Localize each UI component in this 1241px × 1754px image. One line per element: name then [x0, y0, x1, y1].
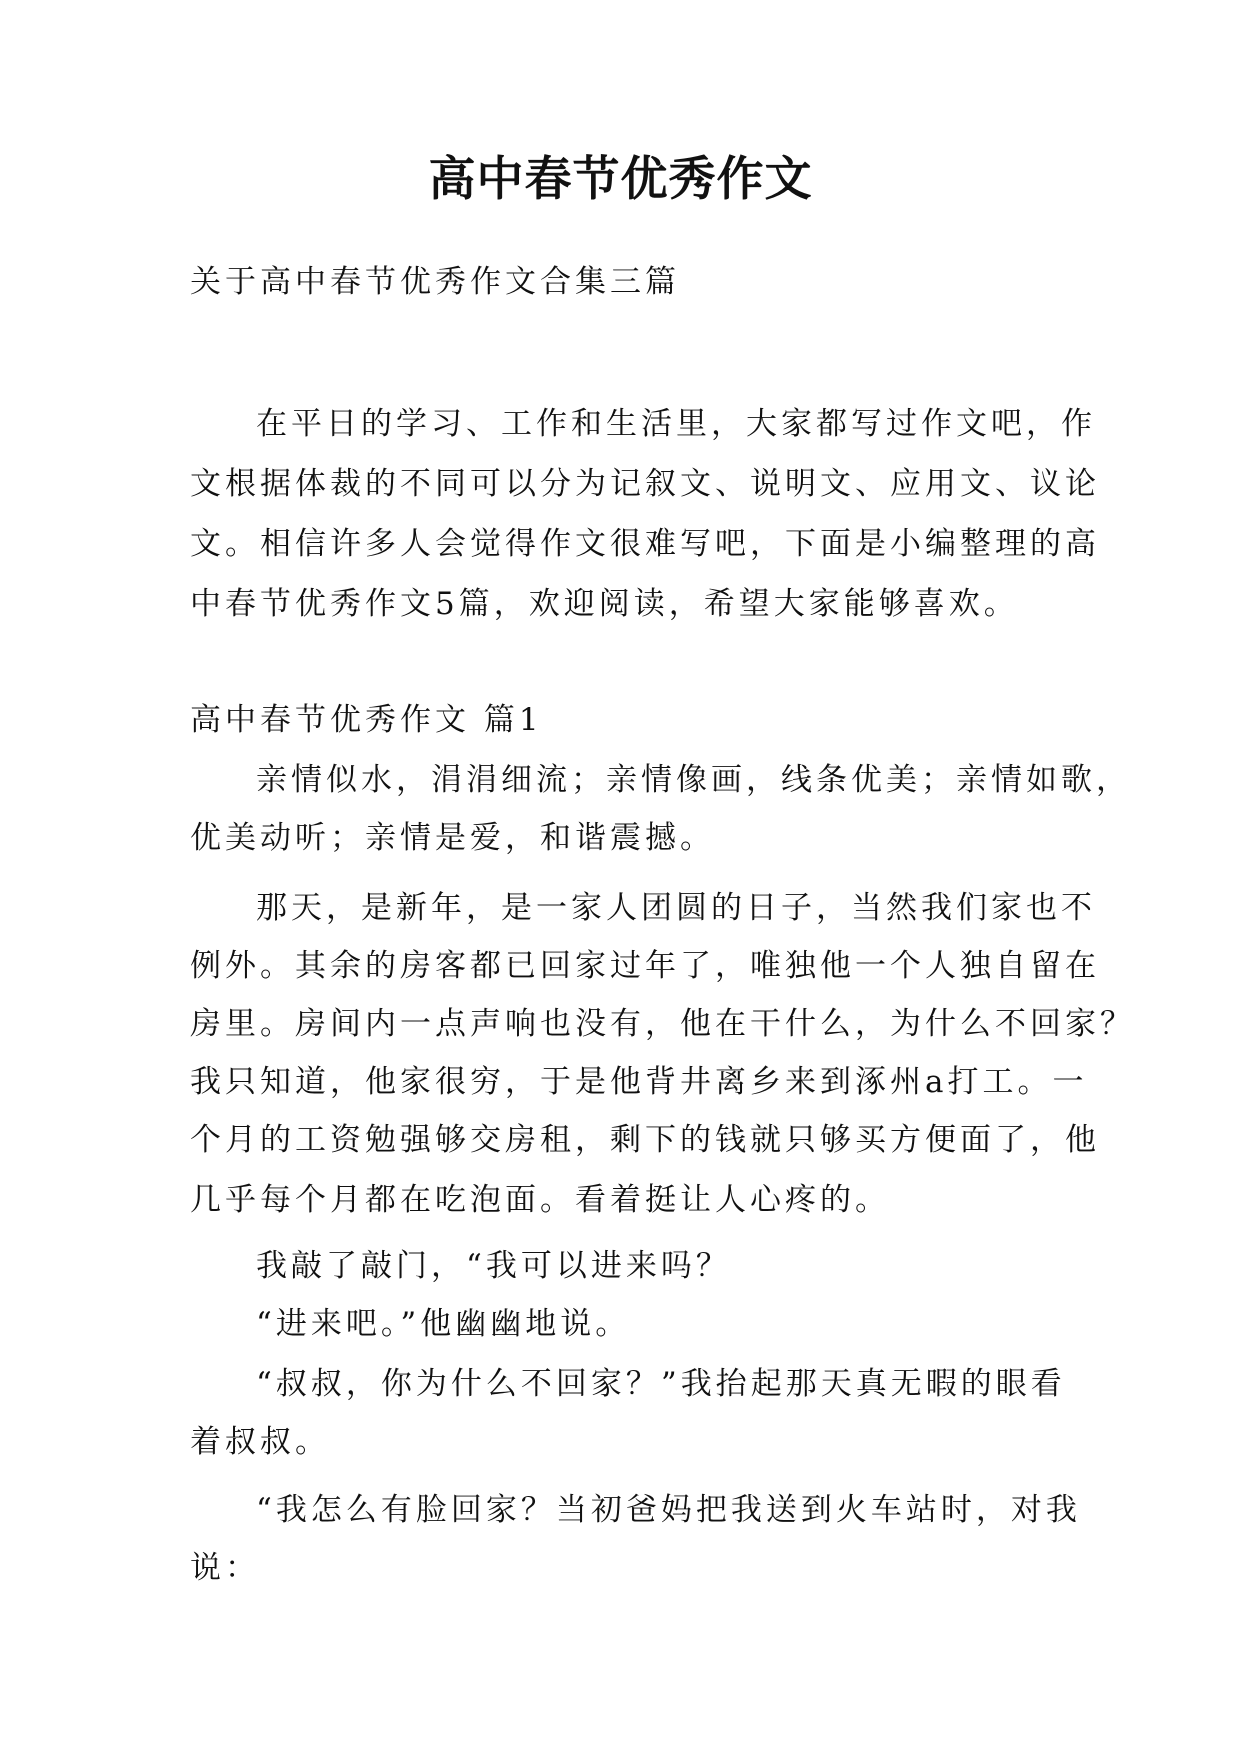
- intro-line: 文根据体裁的不同可以分为记叙文、说明文、应用文、议论: [190, 466, 1100, 502]
- body-line: 房里。房间内一点声响也没有，他在干什么，为什么不回家？: [190, 1006, 1135, 1042]
- body-line: 优美动听；亲情是爱，和谐震撼。: [190, 820, 715, 856]
- body-line: “叔叔，你为什么不回家？”我抬起那天真无暇的眼看: [256, 1366, 1066, 1402]
- body-line: 着叔叔。: [190, 1424, 330, 1460]
- body-line: “进来吧。”他幽幽地说。: [256, 1306, 631, 1342]
- document-title: 高中春节优秀作文: [428, 152, 813, 207]
- body-line: 几乎每个月都在吃泡面。看着挺让人心疼的。: [190, 1182, 890, 1218]
- body-line: 说：: [190, 1550, 260, 1586]
- intro-line: 在平日的学习、工作和生活里，大家都写过作文吧，作: [256, 406, 1096, 442]
- body-line: “我怎么有脸回家？当初爸妈把我送到火车站时，对我: [256, 1492, 1081, 1528]
- body-line: 那天，是新年，是一家人团圆的日子，当然我们家也不: [256, 890, 1096, 926]
- body-line: 我敲了敲门，“我可以进来吗？: [256, 1248, 731, 1284]
- body-line: 亲情似水，涓涓细流；亲情像画，线条优美；亲情如歌，: [256, 762, 1131, 798]
- body-line: 个月的工资勉强够交房租，剩下的钱就只够买方便面了，他: [190, 1122, 1100, 1158]
- document-subtitle: 关于高中春节优秀作文合集三篇: [190, 264, 680, 300]
- body-line: 我只知道，他家很穷，于是他背井离乡来到涿州a打工。一: [190, 1064, 1088, 1100]
- intro-line: 文。相信许多人会觉得作文很难写吧，下面是小编整理的高: [190, 526, 1100, 562]
- body-line: 例外。其余的房客都已回家过年了，唯独他一个人独自留在: [190, 948, 1100, 984]
- section-heading: 高中春节优秀作文 篇1: [190, 702, 543, 738]
- intro-line: 中春节优秀作文5篇，欢迎阅读，希望大家能够喜欢。: [190, 586, 1019, 622]
